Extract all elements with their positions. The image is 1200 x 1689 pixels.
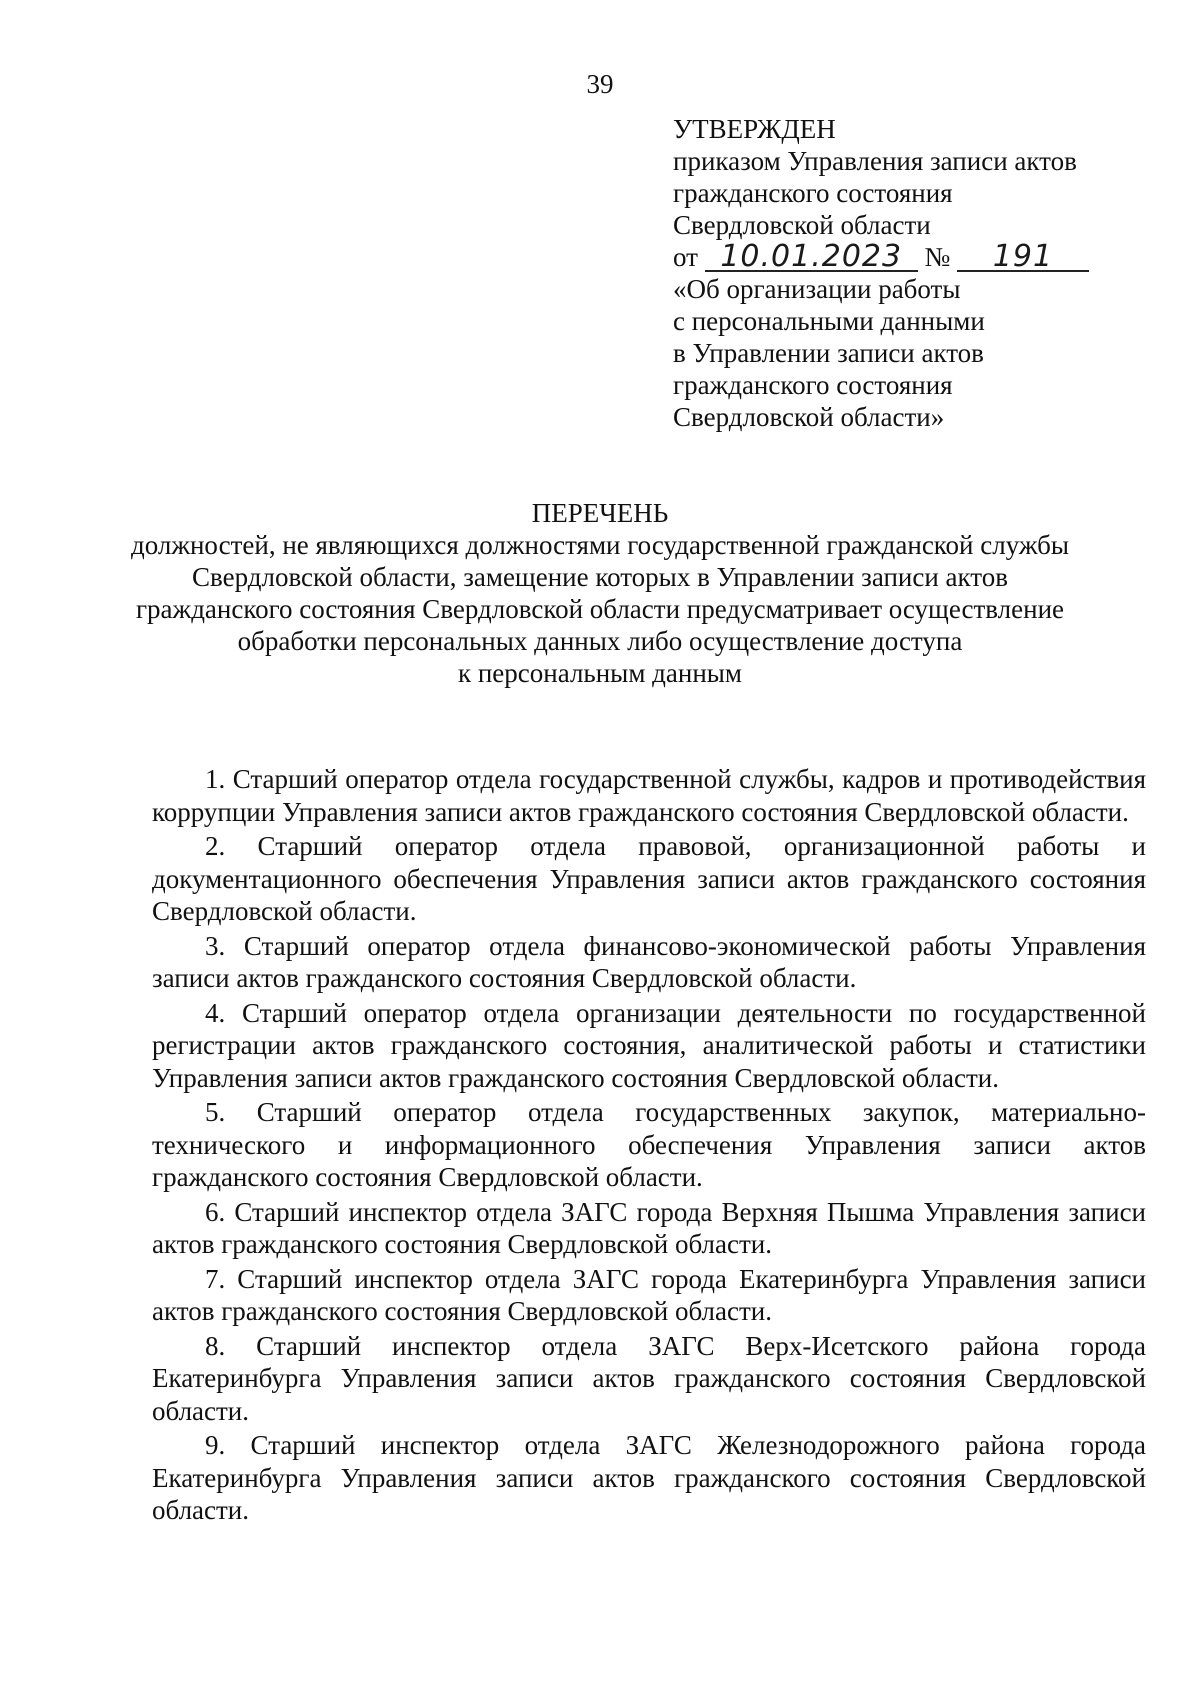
approval-heading: УТВЕРЖДЕН: [673, 114, 836, 144]
list-item: 8. Старший инспектор отдела ЗАГС Верх-Исетского района города Екатеринбурга Управления записи актов гражданского состояния Свердловской области.: [152, 1330, 1146, 1426]
title-line: Свердловской области, замещение которых в Управлении записи актов: [192, 562, 1008, 592]
date-prefix: от: [673, 242, 698, 272]
approval-line: приказом Управления записи актов: [673, 146, 1077, 176]
approval-line: Свердловской области: [673, 210, 931, 240]
title-line: обработки персональных данных либо осуществление доступа: [237, 626, 963, 656]
approval-stamp: [673, 113, 1173, 433]
title-heading: ПЕРЕЧЕНЬ: [531, 498, 669, 528]
document-title: [60, 497, 1140, 689]
positions-list: [152, 763, 1146, 1529]
approval-subject-line: Свердловской области»: [673, 402, 945, 432]
approval-subject-line: в Управлении записи актов: [673, 338, 984, 368]
page-number: 39: [586, 69, 614, 99]
approval-subject-line: «Об организации работы: [673, 274, 961, 304]
title-line: к персональным данным: [457, 658, 742, 688]
list-item: 1. Старший оператор отдела государственной службы, кадров и противодействия коррупции Управления записи актов гражданского состояния Свердловской области.: [152, 764, 1146, 827]
list-item: 3. Старший оператор отдела финансово-экономической работы Управления записи актов гражданского состояния Свердловской области.: [152, 930, 1146, 993]
approval-subject-line: гражданского состояния: [673, 370, 953, 400]
list-item: 2. Старший оператор отдела правовой, организационной работы и документационного обеспечения Управления записи актов гражданского состояния Свердловской области.: [152, 831, 1146, 926]
approval-subject-line: с персональными данными: [673, 306, 985, 336]
title-line: гражданского состояния Свердловской области предусматривает осуществление: [135, 594, 1065, 624]
list-item: 7. Старший инспектор отдела ЗАГС города Екатеринбурга Управления записи актов гражданского состояния Свердловской области.: [152, 1263, 1146, 1326]
list-item: 4. Старший оператор отдела организации деятельности по государственной регистрации актов гражданского состояния, аналитической работы и статистики Управления записи актов гражданского состояния Свердловской области.: [152, 997, 1146, 1093]
approval-date-line: [673, 241, 1173, 273]
list-item: 9. Старший инспектор отдела ЗАГС Железнодорожного района города Екатеринбурга Управления записи актов гражданского состояния Свердловской области.: [152, 1430, 1146, 1525]
title-line: должностей, не являющихся должностями государственной гражданской службы: [130, 530, 1070, 560]
list-item: 6. Старший инспектор отдела ЗАГС города Верхняя Пышма Управления записи актов гражданского состояния Свердловской области.: [152, 1196, 1146, 1259]
list-item: 5. Старший оператор отдела государственных закупок, материально-технического и информационного обеспечения Управления записи актов гражданского состояния Свердловской области.: [152, 1097, 1146, 1192]
number-sign: №: [924, 242, 951, 272]
handwritten-number: 191: [957, 244, 1089, 272]
handwritten-date: 10.01.2023: [705, 244, 918, 272]
approval-line: гражданского состояния: [673, 178, 953, 208]
